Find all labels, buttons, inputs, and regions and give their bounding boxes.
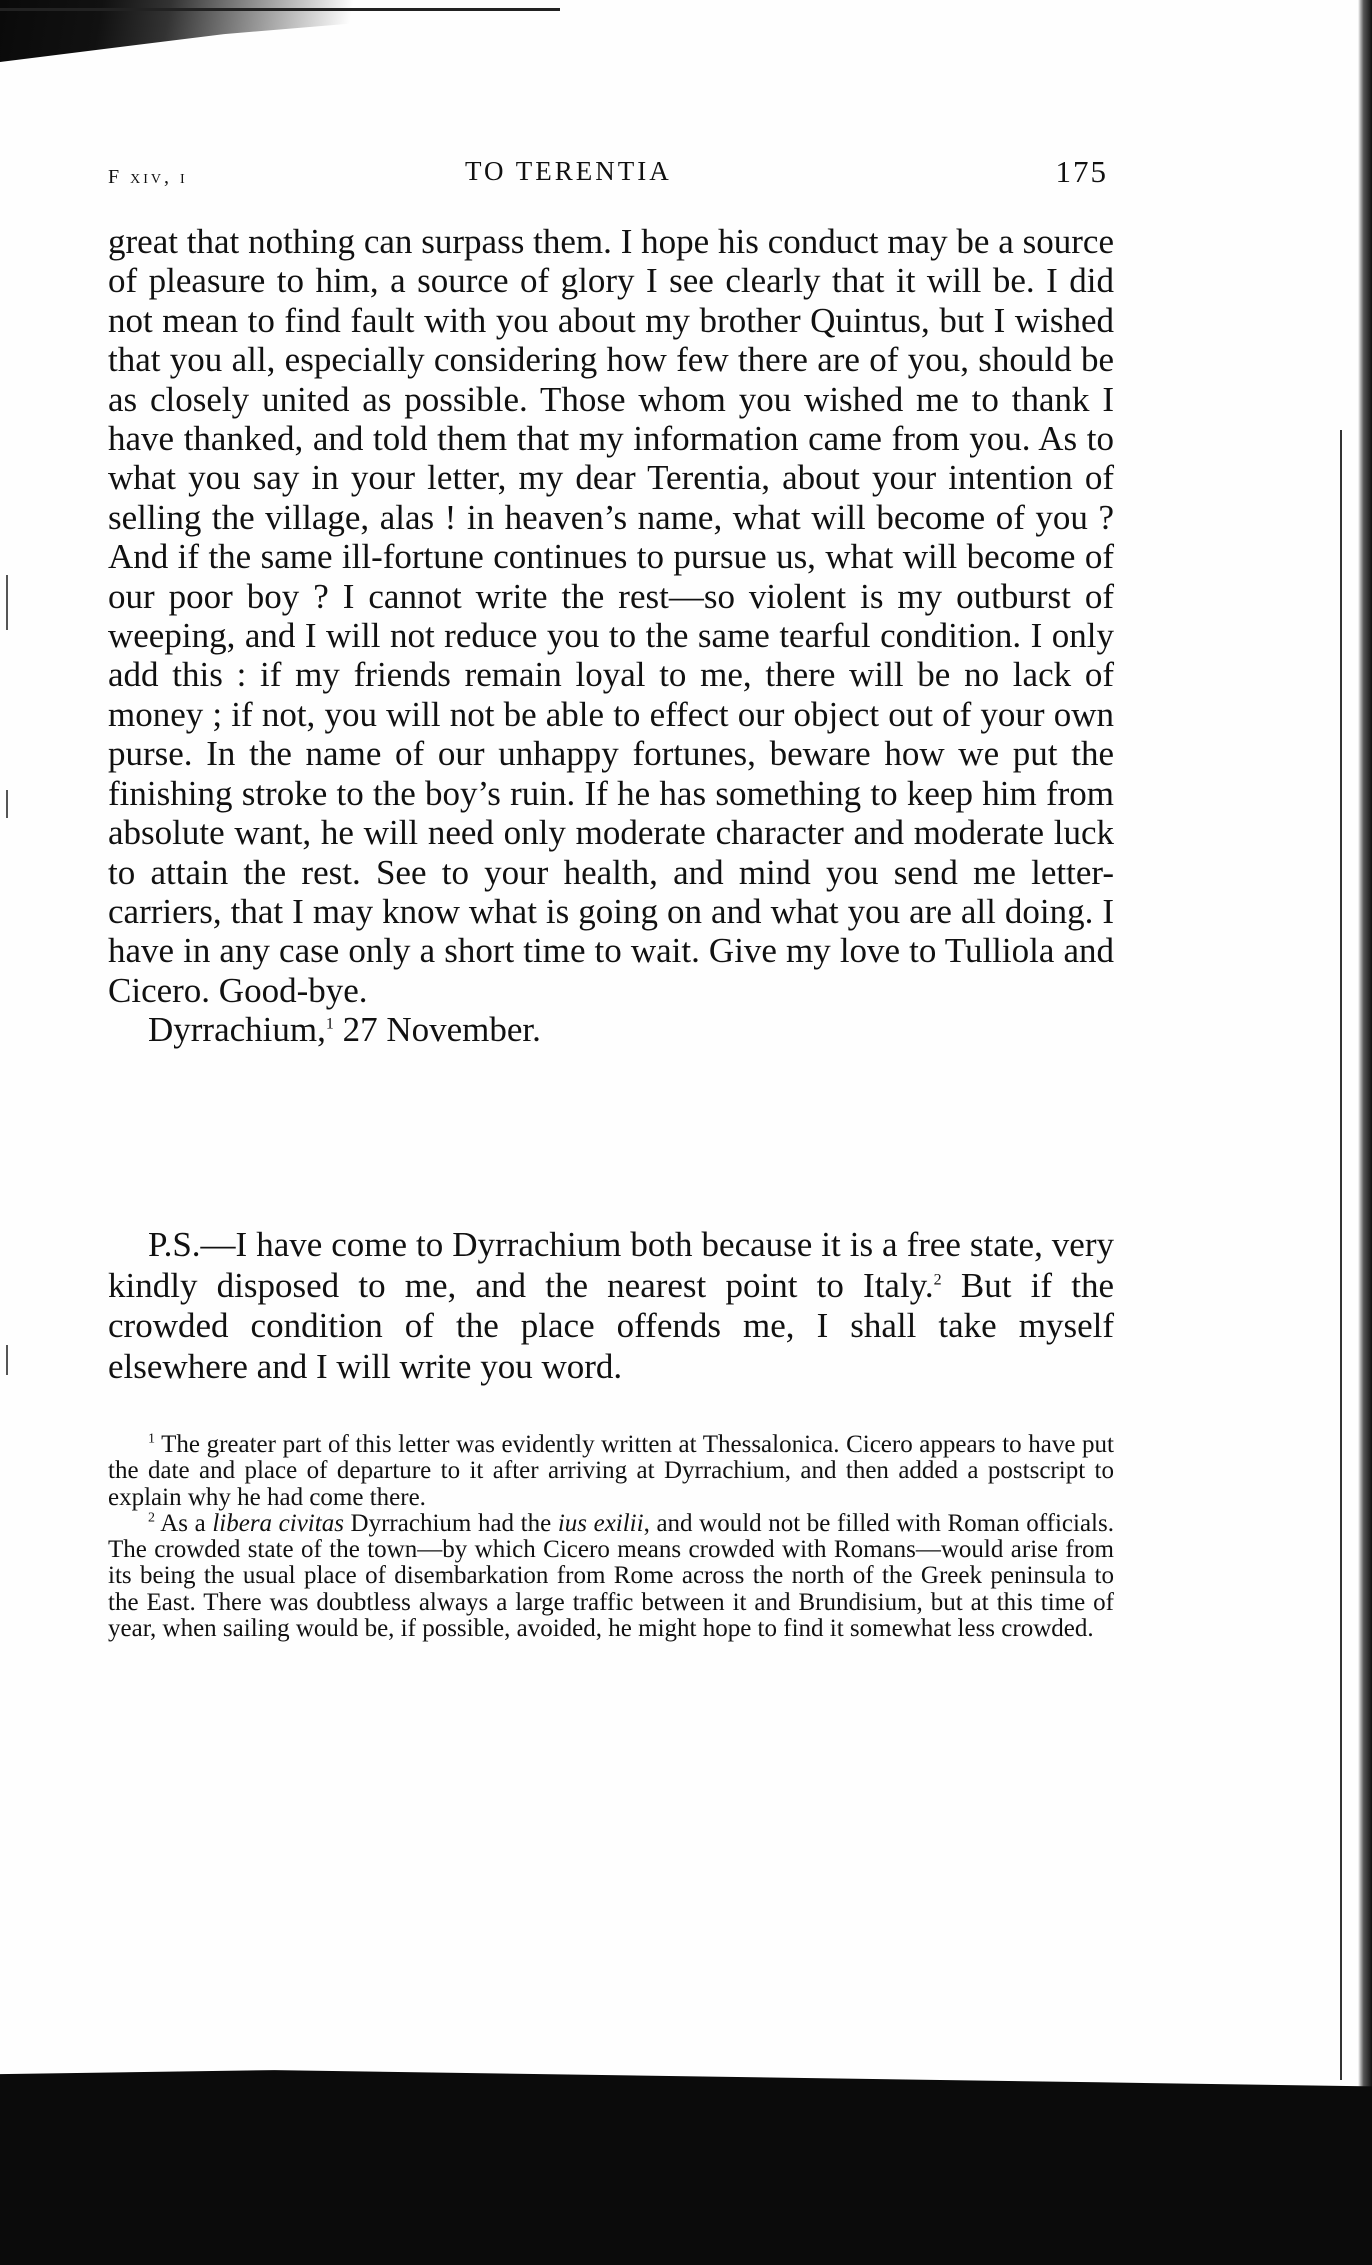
running-title: TO TERENTIA: [465, 156, 672, 186]
scan-shadow-bottom: [0, 2062, 1372, 2265]
footnote-text: , and would not be filled with Roman officials. The crowded state of the town—by which Cicero means crowded with Romans—would arise from its being the usual place of disembarkation from Rome across the north of the Greek peninsula to the East. There was doubtless always a large traffic between it and Brundisium, but at this time of year, when sailing would be, if possible, avoided, he might hope to find it somewhat less crowded.: [108, 1509, 1114, 1643]
postscript-text: But if the crowded condition of the place offends me, I shall take myself elsewhere and I will write you word.: [108, 1265, 1114, 1386]
footnote-italic-term: ius exilii: [557, 1509, 644, 1537]
section-reference: F xiv, i: [108, 166, 188, 188]
postscript: [108, 1225, 1114, 1387]
footnote-ref[interactable]: 1: [325, 1015, 334, 1033]
footnote: [108, 1432, 1114, 1511]
footnotes: [108, 1432, 1114, 1642]
scan-edge-line-right: [1340, 430, 1342, 2080]
scan-edge-line-top: [0, 8, 560, 11]
footnote-marker: 2: [148, 1510, 155, 1526]
letter-paragraph: great that nothing can surpass them. I hope his conduct may be a source of pleasure to him, a source of glory I see clearly that it will be. I did not mean to find fault with you about my brother Quintus, but I wished that you all, especially considering how few there are of you, should be as closely united as possible. Those whom you wished me to thank I have thanked, and told them that my information came from you. As to what you say in your letter, my dear Terentia, about your intention of selling the village, alas ! in heaven’s name, what will become of you ? And if the same ill-fortune continues to pursue us, what will become of our poor boy ? I cannot write the rest—so violent is my outburst of weeping, and I will not reduce you to the same tearful condition. I only add this : if my friends remain loyal to me, there will be no lack of money ; if not, you will not be able to effect our object out of your own purse. In the name of our unhappy fortunes, beware how we put the finishing stroke to the boy’s ruin. If he has something to keep him from absolute want, he will need only moderate character and moderate luck to attain the rest. See to your health, and mind you send me letter-carriers, that I may know what is going on and what you are all doing. I have in any case only a short time to wait. Give my love to Tulliola and Cicero. Good-bye.: [108, 222, 1114, 1010]
signoff-place: Dyrrachium,: [148, 1010, 326, 1050]
running-header: [108, 152, 1108, 196]
footnote-text: As a: [160, 1509, 213, 1537]
footnote-ref[interactable]: 2: [933, 1270, 942, 1288]
page-number: 175: [1055, 154, 1108, 189]
letter-signoff: [108, 1010, 1114, 1050]
footnote-marker: 1: [148, 1431, 155, 1447]
footnote-text: Dyrrachium had the: [343, 1509, 558, 1537]
scan-mark-left: [6, 575, 8, 630]
postscript-text: P.S.—I have come to Dyrrachium both because it is a free state, very kindly disposed to me, and the nearest point to Italy.: [108, 1225, 1114, 1305]
footnote-text: The greater part of this letter was evidently written at Thessalonica. Cicero appears to have put the date and place of departure to it after arriving at Dyrrachium, and then added a postscript to explain why he had come there.: [108, 1431, 1114, 1511]
scan-mark-left: [6, 1345, 8, 1375]
scan-mark-left: [6, 790, 8, 818]
scan-shadow-right: [1358, 0, 1372, 2265]
footnote: [108, 1511, 1114, 1642]
footnote-italic-term: libera civitas: [212, 1509, 344, 1537]
signoff-date: 27 November.: [342, 1010, 541, 1050]
letter-body: [108, 222, 1114, 1050]
